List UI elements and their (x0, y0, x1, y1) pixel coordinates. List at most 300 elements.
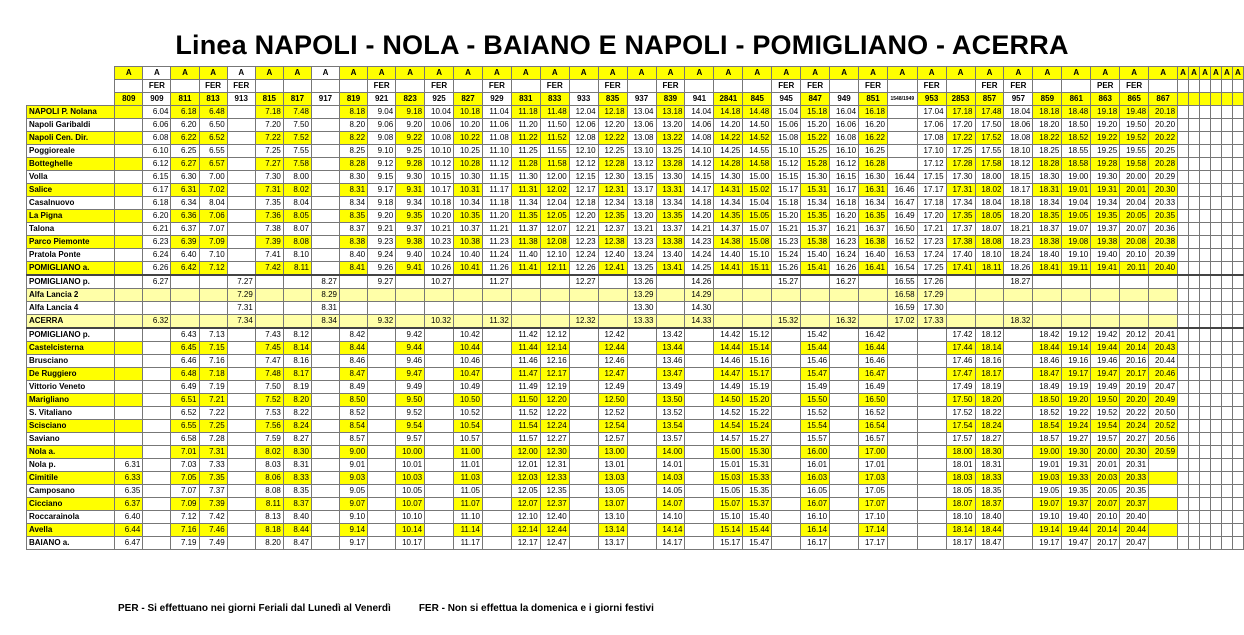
time-cell: 7.22 (199, 407, 227, 420)
time-cell (888, 524, 918, 537)
time-cell: 9.18 (368, 197, 396, 210)
table-row (27, 394, 1244, 407)
time-cell: 19.35 (1091, 210, 1120, 223)
time-cell: 14.04 (685, 106, 714, 119)
time-cell: 18.17 (975, 368, 1004, 381)
empty-cell (1232, 368, 1243, 381)
time-cell (685, 433, 714, 446)
time-cell: 18.44 (975, 524, 1004, 537)
time-cell: 20.17 (1091, 537, 1120, 550)
time-cell (743, 302, 772, 315)
time-cell: 12.08 (569, 132, 598, 145)
time-cell (627, 355, 656, 368)
time-cell: 19.17 (1033, 537, 1062, 550)
empty-cell (1221, 342, 1232, 355)
time-cell (143, 302, 171, 315)
time-cell: 19.19 (1062, 381, 1091, 394)
empty-cell (1189, 315, 1200, 329)
header-train-number: 909 (143, 93, 171, 106)
time-cell: 18.35 (975, 485, 1004, 498)
time-cell: 19.12 (1062, 328, 1091, 342)
time-cell (1004, 302, 1033, 315)
legend-fer: FER - Non si effettua la domenica e i giorni festivi (418, 603, 654, 614)
time-cell: 19.52 (1120, 132, 1149, 145)
time-cell: 16.50 (859, 394, 888, 407)
time-cell: 8.31 (283, 459, 311, 472)
time-cell (511, 315, 540, 329)
time-cell: 12.06 (569, 119, 598, 132)
time-cell: 8.42 (339, 328, 367, 342)
time-cell: 11.10 (483, 145, 512, 158)
time-cell: 7.52 (255, 394, 283, 407)
time-cell (143, 537, 171, 550)
time-cell: 9.52 (396, 407, 425, 420)
time-cell (396, 289, 425, 302)
time-cell: 18.08 (1004, 132, 1033, 145)
table-row (27, 145, 1244, 158)
time-cell (1091, 302, 1120, 315)
time-cell (143, 433, 171, 446)
header-train-number: 921 (368, 93, 396, 106)
empty-cell (1189, 328, 1200, 342)
time-cell: 17.12 (917, 158, 946, 171)
time-cell: 17.25 (917, 262, 946, 276)
empty-cell (1189, 368, 1200, 381)
empty-cell (1199, 236, 1210, 249)
time-cell: 10.15 (425, 171, 454, 184)
time-cell (143, 511, 171, 524)
empty-cell (1232, 342, 1243, 355)
time-cell: 11.12 (483, 158, 512, 171)
empty-cell (1221, 394, 1232, 407)
time-cell (569, 459, 598, 472)
empty-cell (1199, 524, 1210, 537)
station-name: Cimitile (27, 472, 115, 485)
time-cell: 12.17 (511, 537, 540, 550)
time-cell (830, 302, 859, 315)
time-cell (483, 381, 512, 394)
time-cell: 12.33 (540, 472, 569, 485)
time-cell: 17.20 (946, 119, 975, 132)
time-cell: 7.18 (199, 368, 227, 381)
time-cell: 7.31 (199, 446, 227, 459)
empty-cell (1199, 420, 1210, 433)
time-cell: 7.02 (199, 184, 227, 197)
time-cell: 15.44 (801, 342, 830, 355)
time-cell: 20.36 (1149, 223, 1178, 236)
empty-cell (1210, 394, 1221, 407)
empty-cell (1189, 262, 1200, 276)
time-cell (772, 537, 801, 550)
time-cell: 12.38 (598, 236, 627, 249)
time-cell: 16.08 (830, 132, 859, 145)
time-cell: 10.24 (425, 249, 454, 262)
time-cell (685, 407, 714, 420)
empty-cell (1189, 236, 1200, 249)
time-cell (483, 511, 512, 524)
header-type-cell: A (368, 67, 396, 80)
time-cell (311, 485, 339, 498)
empty-cell (1232, 420, 1243, 433)
time-cell (830, 537, 859, 550)
time-cell (685, 524, 714, 537)
time-cell: 6.46 (171, 355, 199, 368)
time-cell: 12.32 (569, 315, 598, 329)
time-cell: 14.47 (714, 368, 743, 381)
empty-cell (1232, 275, 1243, 289)
time-cell: 16.05 (801, 485, 830, 498)
header-row-fer (27, 80, 1244, 93)
header-type-cell: A (569, 67, 598, 80)
station-name: Napoli Cen. Dir. (27, 132, 115, 145)
time-cell: 12.46 (598, 355, 627, 368)
header-type-cell: A (1120, 67, 1149, 80)
time-cell: 17.17 (859, 537, 888, 550)
time-cell: 9.20 (396, 119, 425, 132)
time-cell: 16.27 (830, 275, 859, 289)
time-cell (888, 459, 918, 472)
time-cell (171, 275, 199, 289)
time-cell: 15.17 (743, 368, 772, 381)
time-cell (1033, 289, 1062, 302)
time-cell: 18.11 (975, 262, 1004, 276)
time-cell: 9.35 (396, 210, 425, 223)
time-cell: 8.50 (339, 394, 367, 407)
time-cell: 18.10 (946, 511, 975, 524)
time-cell (1120, 289, 1149, 302)
time-cell: 10.40 (454, 249, 483, 262)
time-cell: 13.18 (627, 197, 656, 210)
time-cell: 11.58 (540, 158, 569, 171)
time-cell (143, 472, 171, 485)
header-train-number: 863 (1091, 93, 1120, 106)
empty-cell (1210, 184, 1221, 197)
time-cell: 9.04 (368, 106, 396, 119)
time-cell (975, 315, 1004, 329)
time-cell: 11.55 (540, 145, 569, 158)
time-cell: 18.27 (975, 433, 1004, 446)
time-cell: 12.35 (598, 210, 627, 223)
time-cell: 11.57 (511, 433, 540, 446)
time-cell: 6.23 (143, 236, 171, 249)
time-cell: 9.17 (339, 537, 367, 550)
empty-cell (1210, 407, 1221, 420)
time-cell: 11.32 (483, 315, 512, 329)
time-cell (311, 524, 339, 537)
page-title: Linea NAPOLI - NOLA - BAIANO E NAPOLI - POMIGLIANO - ACERRA (175, 30, 1069, 60)
empty-cell (1189, 106, 1200, 119)
time-cell (569, 446, 598, 459)
time-cell (368, 511, 396, 524)
time-cell (888, 355, 918, 368)
time-cell: 13.08 (627, 132, 656, 145)
time-cell: 9.18 (396, 106, 425, 119)
time-cell: 15.07 (743, 223, 772, 236)
header-train-number: 809 (115, 93, 143, 106)
header-train-number: 819 (339, 93, 367, 106)
time-cell (917, 355, 946, 368)
time-cell: 19.24 (1062, 420, 1091, 433)
time-cell (946, 315, 975, 329)
empty-cell (1178, 420, 1189, 433)
time-cell: 8.40 (339, 249, 367, 262)
time-cell: 8.00 (283, 171, 311, 184)
empty-cell (1178, 328, 1189, 342)
time-cell: 15.22 (743, 407, 772, 420)
station-name: S. Vitaliano (27, 407, 115, 420)
time-cell: 20.10 (1091, 511, 1120, 524)
time-cell: 18.54 (1033, 420, 1062, 433)
time-cell: 19.52 (1091, 407, 1120, 420)
time-cell: 11.54 (511, 420, 540, 433)
time-cell: 17.52 (946, 407, 975, 420)
time-cell: 20.38 (1149, 236, 1178, 249)
time-cell: 8.18 (339, 106, 367, 119)
time-cell (425, 524, 454, 537)
time-cell: 16.18 (859, 106, 888, 119)
time-cell: 9.03 (339, 472, 367, 485)
time-cell: 13.15 (627, 171, 656, 184)
time-cell: 14.54 (714, 420, 743, 433)
legend (118, 603, 654, 614)
time-cell (888, 394, 918, 407)
time-cell: 9.24 (368, 249, 396, 262)
time-cell: 7.03 (171, 459, 199, 472)
header-fer-cell (830, 80, 859, 93)
time-cell: 16.30 (859, 171, 888, 184)
time-cell (311, 197, 339, 210)
time-cell: 12.19 (540, 381, 569, 394)
time-cell: 12.02 (540, 184, 569, 197)
time-cell: 8.07 (283, 223, 311, 236)
time-cell: 20.35 (1149, 210, 1178, 223)
time-cell: 18.47 (975, 537, 1004, 550)
header-train-number (1232, 93, 1243, 106)
time-cell (830, 446, 859, 459)
time-cell: 14.24 (685, 249, 714, 262)
time-cell: 12.05 (540, 210, 569, 223)
time-cell: 13.23 (627, 236, 656, 249)
time-cell: 17.55 (975, 145, 1004, 158)
time-cell: 11.23 (483, 236, 512, 249)
time-cell: 14.15 (685, 171, 714, 184)
time-cell: 15.44 (743, 524, 772, 537)
empty-cell (1221, 119, 1232, 132)
time-cell: 14.40 (714, 249, 743, 262)
time-cell: 12.41 (598, 262, 627, 276)
time-cell: 6.45 (171, 342, 199, 355)
time-cell (255, 275, 283, 289)
time-cell: 20.31 (1120, 459, 1149, 472)
time-cell (772, 446, 801, 459)
time-cell (1033, 275, 1062, 289)
station-name: Vittorio Veneto (27, 381, 115, 394)
time-cell (569, 407, 598, 420)
time-cell: 15.32 (772, 315, 801, 329)
time-cell: 11.34 (511, 197, 540, 210)
time-cell (888, 158, 918, 171)
time-cell (1004, 407, 1033, 420)
time-cell: 11.40 (511, 249, 540, 262)
time-cell (569, 381, 598, 394)
time-cell (311, 158, 339, 171)
time-cell: 18.25 (1033, 145, 1062, 158)
time-cell (227, 171, 255, 184)
empty-cell (1221, 485, 1232, 498)
time-cell: 10.07 (396, 498, 425, 511)
time-cell: 17.30 (917, 302, 946, 315)
time-cell: 8.12 (283, 328, 311, 342)
header-fer-cell: FER (227, 80, 255, 93)
time-cell: 8.25 (339, 145, 367, 158)
empty-cell (1199, 171, 1210, 184)
time-cell (1120, 275, 1149, 289)
time-cell: 18.12 (975, 328, 1004, 342)
time-cell: 7.35 (199, 472, 227, 485)
empty-cell (1210, 368, 1221, 381)
time-cell (227, 433, 255, 446)
empty-cell (1210, 158, 1221, 171)
time-cell: 17.34 (946, 197, 975, 210)
time-cell: 11.37 (511, 223, 540, 236)
time-cell (339, 315, 367, 329)
empty-cell (1210, 485, 1221, 498)
time-cell (311, 119, 339, 132)
header-type-cell: A (1091, 67, 1120, 80)
time-cell: 20.44 (1120, 524, 1149, 537)
empty-cell (1210, 249, 1221, 262)
time-cell (425, 459, 454, 472)
time-cell: 17.48 (975, 106, 1004, 119)
time-cell (685, 485, 714, 498)
header-type-cell: A (627, 67, 656, 80)
time-cell: 20.41 (1149, 328, 1178, 342)
time-cell: 13.04 (627, 106, 656, 119)
time-cell: 15.10 (743, 249, 772, 262)
time-cell: 10.28 (454, 158, 483, 171)
time-cell: 15.18 (772, 197, 801, 210)
time-cell (917, 394, 946, 407)
empty-cell (1178, 132, 1189, 145)
time-cell: 12.07 (511, 498, 540, 511)
time-cell: 13.37 (656, 223, 685, 236)
time-cell: 18.22 (1033, 132, 1062, 145)
time-cell: 10.47 (454, 368, 483, 381)
time-cell: 13.21 (627, 223, 656, 236)
time-cell: 12.12 (569, 158, 598, 171)
time-cell (743, 289, 772, 302)
time-cell (946, 275, 975, 289)
time-cell (227, 342, 255, 355)
time-cell: 6.55 (199, 145, 227, 158)
time-cell: 12.25 (598, 145, 627, 158)
time-cell: 9.01 (339, 459, 367, 472)
time-cell: 17.29 (917, 289, 946, 302)
empty-cell (1199, 275, 1210, 289)
empty-cell (1199, 145, 1210, 158)
empty-cell (1178, 171, 1189, 184)
time-cell (227, 407, 255, 420)
time-cell (368, 407, 396, 420)
time-cell: 15.16 (743, 355, 772, 368)
time-cell (115, 289, 143, 302)
time-cell (1004, 368, 1033, 381)
time-cell: 8.22 (339, 132, 367, 145)
time-cell: 16.04 (830, 106, 859, 119)
time-cell: 15.04 (772, 106, 801, 119)
time-cell: 17.35 (946, 210, 975, 223)
time-cell (483, 485, 512, 498)
time-cell (888, 537, 918, 550)
empty-cell (1210, 171, 1221, 184)
time-cell: 6.57 (199, 158, 227, 171)
time-cell: 16.25 (859, 145, 888, 158)
time-cell: 8.47 (339, 368, 367, 381)
header-fer-cell (1210, 80, 1221, 93)
time-cell (888, 498, 918, 511)
time-cell: 16.44 (888, 171, 918, 184)
header-type-cell: A (255, 67, 283, 80)
empty-cell (1221, 106, 1232, 119)
time-cell: 19.55 (1120, 145, 1149, 158)
time-cell: 9.20 (368, 210, 396, 223)
table-row (27, 302, 1244, 315)
empty-cell (1232, 302, 1243, 315)
time-cell: 20.50 (1149, 407, 1178, 420)
time-cell (255, 315, 283, 329)
time-cell: 16.20 (830, 210, 859, 223)
time-cell (714, 275, 743, 289)
time-cell (685, 459, 714, 472)
time-cell: 15.08 (772, 132, 801, 145)
time-cell: 8.35 (283, 485, 311, 498)
station-name: Avella (27, 524, 115, 537)
time-cell (115, 158, 143, 171)
time-cell: 16.35 (859, 210, 888, 223)
empty-cell (1199, 342, 1210, 355)
time-cell (772, 511, 801, 524)
time-cell: 7.38 (255, 223, 283, 236)
time-cell: 16.46 (859, 355, 888, 368)
time-cell (917, 524, 946, 537)
time-cell: 19.10 (1033, 511, 1062, 524)
time-cell: 10.26 (425, 262, 454, 276)
time-cell: 11.44 (511, 342, 540, 355)
empty-cell (1221, 459, 1232, 472)
time-cell (1004, 394, 1033, 407)
header-fer-cell: FER (656, 80, 685, 93)
time-cell: 15.10 (772, 145, 801, 158)
time-cell (368, 368, 396, 381)
time-cell (540, 315, 569, 329)
time-cell: 13.12 (627, 158, 656, 171)
time-cell: 13.24 (627, 249, 656, 262)
header-train-number: 957 (1004, 93, 1033, 106)
time-cell (830, 420, 859, 433)
empty-cell (1232, 289, 1243, 302)
time-cell: 15.46 (801, 355, 830, 368)
time-cell (685, 420, 714, 433)
time-cell (627, 342, 656, 355)
time-cell (311, 223, 339, 236)
time-cell: 16.47 (859, 368, 888, 381)
time-cell (311, 537, 339, 550)
header-train-number: 917 (311, 93, 339, 106)
table-row (27, 472, 1244, 485)
time-cell: 11.38 (511, 236, 540, 249)
time-cell: 7.10 (199, 249, 227, 262)
time-cell: 16.21 (830, 223, 859, 236)
